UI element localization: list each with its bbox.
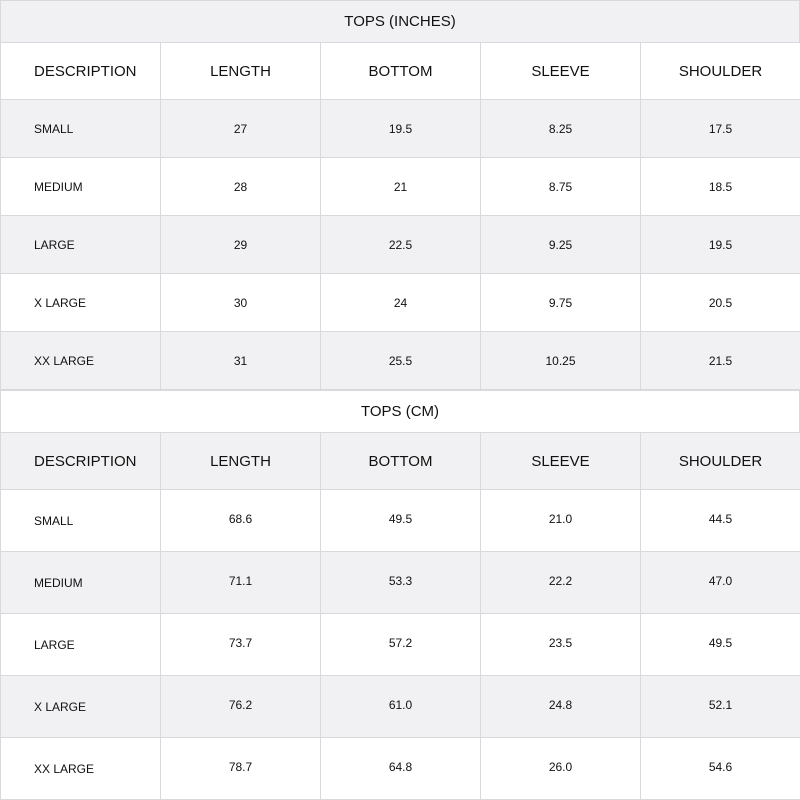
length-value: 76.2 <box>161 676 321 738</box>
sleeve-value: 22.2 <box>481 552 641 614</box>
column-header-shoulder: SHOULDER <box>641 433 800 490</box>
size-label: MEDIUM <box>1 158 161 216</box>
shoulder-value: 17.5 <box>641 100 800 158</box>
table-row <box>1 158 800 216</box>
bottom-value: 24 <box>321 274 481 332</box>
bottom-value: 61.0 <box>321 676 481 738</box>
sleeve-value: 26.0 <box>481 738 641 800</box>
size-label: XX LARGE <box>1 332 161 390</box>
shoulder-value: 44.5 <box>641 490 800 552</box>
bottom-value: 49.5 <box>321 490 481 552</box>
shoulder-value: 52.1 <box>641 676 800 738</box>
sleeve-value: 24.8 <box>481 676 641 738</box>
table-row <box>1 332 800 390</box>
size-label: LARGE <box>1 614 161 676</box>
sleeve-value: 23.5 <box>481 614 641 676</box>
length-value: 73.7 <box>161 614 321 676</box>
sleeve-value: 8.25 <box>481 100 641 158</box>
sleeve-value: 8.75 <box>481 158 641 216</box>
table-row <box>1 100 800 158</box>
bottom-value: 21 <box>321 158 481 216</box>
column-header-length: LENGTH <box>161 43 321 100</box>
inches-table-title: TOPS (INCHES) <box>0 0 800 42</box>
table-row <box>1 552 800 614</box>
cm-table-title: TOPS (CM) <box>0 390 800 432</box>
sleeve-value: 21.0 <box>481 490 641 552</box>
sleeve-value: 9.75 <box>481 274 641 332</box>
length-value: 71.1 <box>161 552 321 614</box>
cm-size-table <box>0 432 800 800</box>
table-row <box>1 274 800 332</box>
size-label: X LARGE <box>1 676 161 738</box>
table-row <box>1 490 800 552</box>
sleeve-value: 9.25 <box>481 216 641 274</box>
table-row <box>1 738 800 800</box>
table-row <box>1 614 800 676</box>
size-label: XX LARGE <box>1 738 161 800</box>
table-row <box>1 676 800 738</box>
bottom-value: 57.2 <box>321 614 481 676</box>
size-label: LARGE <box>1 216 161 274</box>
shoulder-value: 54.6 <box>641 738 800 800</box>
length-value: 28 <box>161 158 321 216</box>
column-header-shoulder: SHOULDER <box>641 43 800 100</box>
shoulder-value: 19.5 <box>641 216 800 274</box>
bottom-value: 19.5 <box>321 100 481 158</box>
length-value: 68.6 <box>161 490 321 552</box>
table-row <box>1 216 800 274</box>
column-header-description: DESCRIPTION <box>1 433 161 490</box>
column-header-description: DESCRIPTION <box>1 43 161 100</box>
shoulder-value: 49.5 <box>641 614 800 676</box>
column-header-sleeve: SLEEVE <box>481 43 641 100</box>
bottom-value: 53.3 <box>321 552 481 614</box>
size-label: MEDIUM <box>1 552 161 614</box>
length-value: 30 <box>161 274 321 332</box>
sleeve-value: 10.25 <box>481 332 641 390</box>
length-value: 31 <box>161 332 321 390</box>
inches-header-row <box>1 43 800 100</box>
column-header-bottom: BOTTOM <box>321 433 481 490</box>
shoulder-value: 47.0 <box>641 552 800 614</box>
shoulder-value: 18.5 <box>641 158 800 216</box>
shoulder-value: 20.5 <box>641 274 800 332</box>
bottom-value: 22.5 <box>321 216 481 274</box>
bottom-value: 25.5 <box>321 332 481 390</box>
column-header-bottom: BOTTOM <box>321 43 481 100</box>
size-label: X LARGE <box>1 274 161 332</box>
length-value: 29 <box>161 216 321 274</box>
inches-size-table <box>0 42 800 390</box>
column-header-sleeve: SLEEVE <box>481 433 641 490</box>
size-label: SMALL <box>1 490 161 552</box>
column-header-length: LENGTH <box>161 433 321 490</box>
shoulder-value: 21.5 <box>641 332 800 390</box>
size-label: SMALL <box>1 100 161 158</box>
cm-header-row <box>1 433 800 490</box>
length-value: 78.7 <box>161 738 321 800</box>
length-value: 27 <box>161 100 321 158</box>
bottom-value: 64.8 <box>321 738 481 800</box>
